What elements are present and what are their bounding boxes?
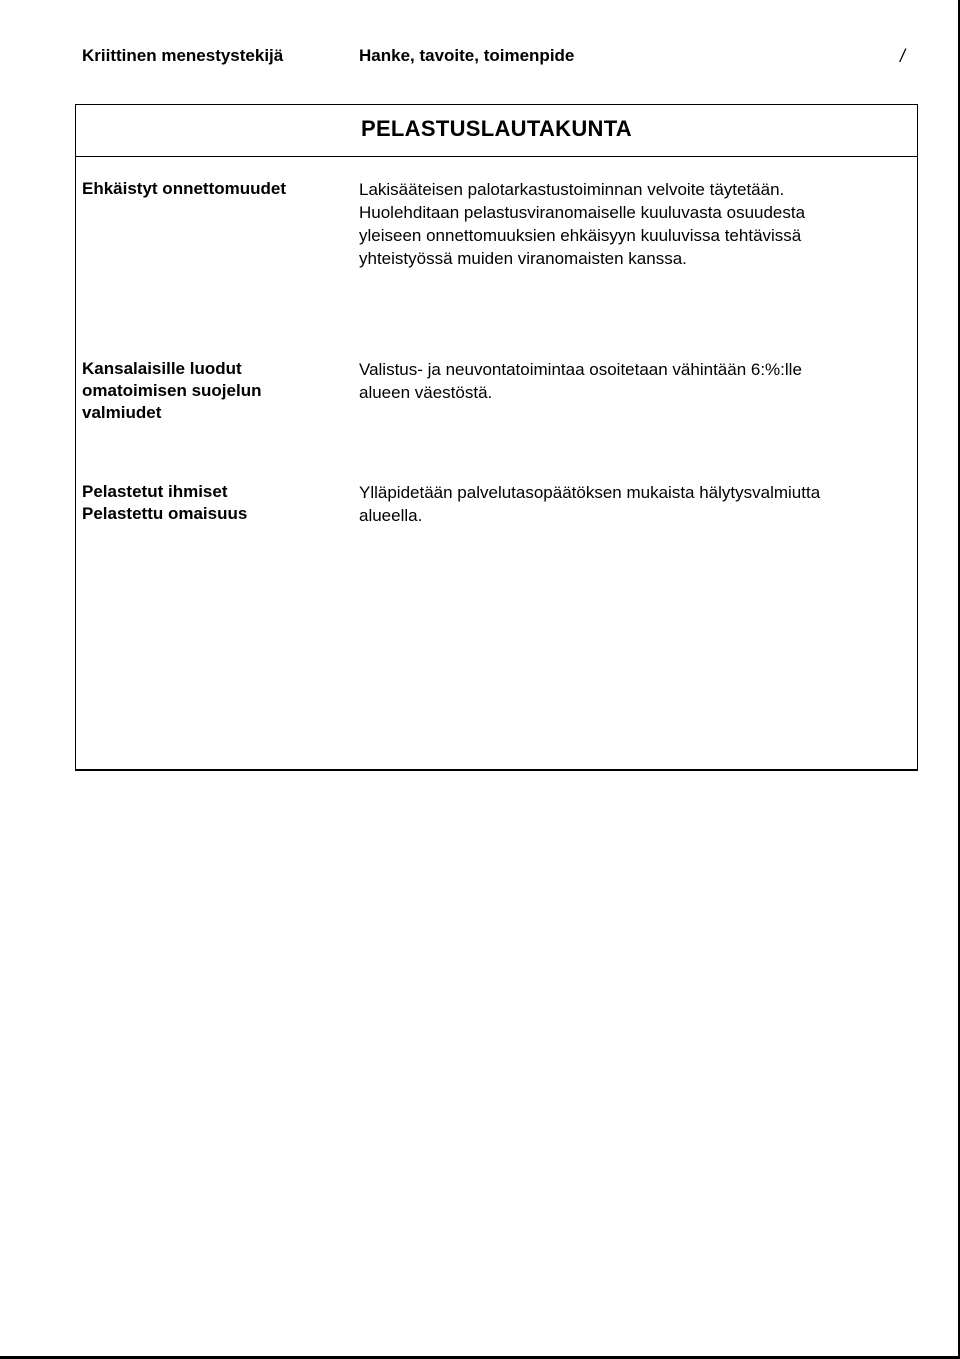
section-title: PELASTUSLAUTAKUNTA: [360, 116, 632, 141]
title-divider: [75, 156, 918, 157]
row-label-line: Pelastettu omaisuus: [82, 504, 248, 523]
row-text-line: Huolehditaan pelastusviranomaiselle kuuluvasta osuudesta: [359, 203, 806, 222]
row-text-line: alueella.: [359, 506, 423, 525]
row-label-accidents-prevented: [82, 178, 286, 200]
column-header-success-factor: Kriittinen menestystekijä: [82, 46, 284, 65]
row-label-self-protection: [82, 358, 261, 424]
row-text-line: alueen väestöstä.: [359, 383, 493, 402]
row-text-line: yleiseen onnettomuuksien ehkäisyyn kuuluvissa tehtävissä: [359, 226, 802, 245]
row-text-line: yhteistyössä muiden viranomaisten kanssa.: [359, 249, 687, 268]
row-text-accidents-prevented: [359, 178, 899, 270]
row-label-line: valmiudet: [82, 403, 162, 422]
row-text-rescued: [359, 481, 899, 527]
row-label-line: Ehkäistyt onnettomuudet: [82, 179, 287, 198]
row-label-line: Pelastetut ihmiset: [82, 482, 228, 501]
row-text-line: Lakisääteisen palotarkastustoiminnan velvoite täytetään.: [359, 180, 785, 199]
row-text-line: Ylläpidetään palvelutasopäätöksen mukaista hälytysvalmiutta: [359, 483, 821, 502]
header-slash-mark: /: [900, 46, 906, 66]
row-text-line: Valistus- ja neuvontatoimintaa osoitetaan vähintään 6:%:lle: [359, 360, 802, 379]
column-header-project-goal-action: Hanke, tavoite, toimenpide: [359, 46, 575, 65]
row-label-rescued: [82, 481, 247, 525]
row-label-line: Kansalaisille luodut: [82, 359, 242, 378]
row-text-self-protection: [359, 358, 889, 404]
row-label-line: omatoimisen suojelun: [82, 381, 262, 400]
